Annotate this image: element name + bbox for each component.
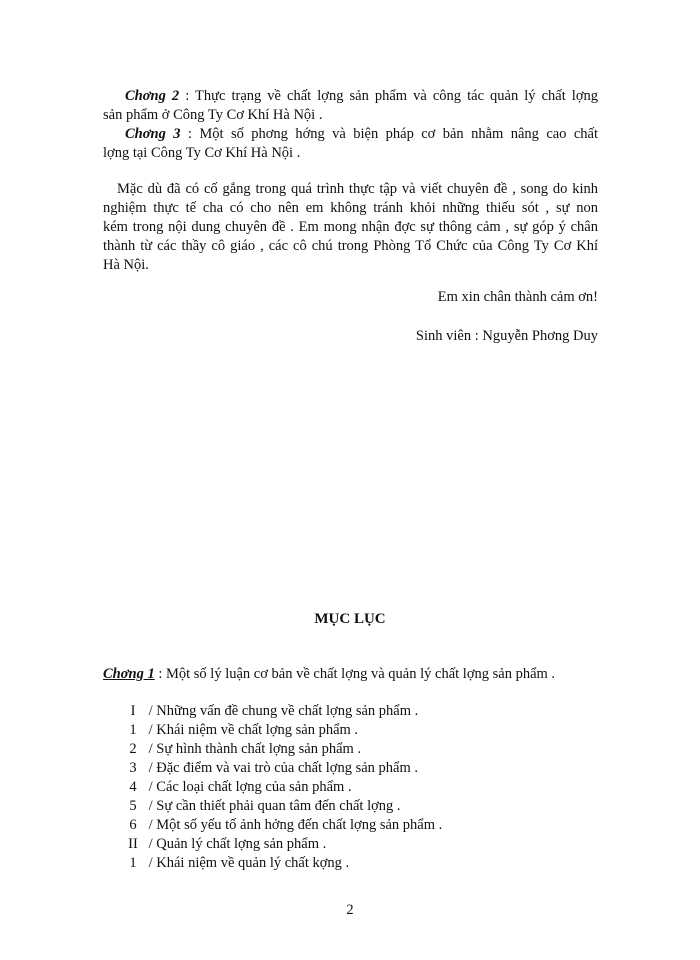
signature: Sinh viên : Nguyễn Phơng Duy [415,328,598,344]
toc-item-text: / Một số yếu tố ảnh hởng đến chất lợng sản phẩm . [148,817,443,833]
toc-item-number: 1 [129,722,137,738]
toc-item [121,778,352,797]
toc-item-number: II [128,836,138,852]
toc-item-text: / Khái niệm về quản lý chất kợng . [148,855,350,871]
chapter-2-text: : Thực trạng về chất lợng sản phẩm và công tác quản lý chất lợng [185,88,599,104]
chapter-3-line [125,125,598,144]
toc-item-number: I [130,703,136,719]
toc-item-text: / Các loại chất lợng của sản phẩm . [148,779,352,795]
toc-item [121,854,349,873]
toc-item-number: 5 [129,798,137,814]
page-number: 2 [346,902,354,918]
toc-item [121,721,358,740]
toc-item [121,759,418,778]
toc-item [121,797,401,816]
thanks-text: Em xin chân thành cảm ơn! [437,289,598,305]
paragraph-line: kém trong nội dung chuyên đề . Em mong nhận đợc sự thông cảm , sự góp ý chân [103,219,598,235]
toc-chapter-text: : Một số lý luận cơ bản về chất lợng và quản lý chất lợng sản phẩm . [154,666,556,682]
chapter-3-text: : Một số phơng hớng và biện pháp cơ bản nhằm nâng cao chất [187,126,598,142]
chapter-2-line [125,87,598,106]
toc-item [121,740,361,759]
toc-item-text: / Đặc điểm và vai trò của chất lợng sản phẩm . [148,760,419,776]
chapter-2-label: Chơng 2 [125,88,180,104]
chapter-2-line-2: sản phẩm ở Công Ty Cơ Khí Hà Nội . [103,107,323,123]
paragraph-line: Hà Nội. [103,257,149,273]
toc-title: MỤC LỤC [314,611,386,627]
chapter-3-label: Chơng 3 [125,126,181,142]
toc-item [121,816,442,835]
toc-item-number: 4 [129,779,137,795]
paragraph-line: nghiệm thực tế cha có cho nên em không tránh khỏi những thiếu sót , sự non [103,200,598,216]
paragraph-line: thành từ các thầy cô giáo , các cô chú trong Phòng Tổ Chức của Công Ty Cơ Khí [103,238,598,254]
toc-item-text: / Quản lý chất lợng sản phẩm . [148,836,327,852]
toc-item-text: / Khái niệm về chất lợng sản phẩm . [148,722,359,738]
toc-item [121,702,418,721]
toc-item-text: / Sự hình thành chất lợng sản phẩm . [148,741,362,757]
toc-item [121,835,326,854]
paragraph-line: Mặc dù đã có cố gắng trong quá trình thực tập và viết chuyên đề , song do kinh [117,181,598,197]
toc-item-text: / Sự cần thiết phải quan tâm đến chất lợng . [148,798,401,814]
toc-item-number: 3 [129,760,137,776]
chapter-3-line-2: lợng tại Công Ty Cơ Khí Hà Nội . [103,145,301,161]
toc-chapter-1 [103,665,598,684]
toc-item-number: 2 [129,741,137,757]
toc-item-number: 6 [129,817,137,833]
toc-item-text: / Những vấn đề chung về chất lợng sản phẩm . [148,703,419,719]
toc-item-number: 1 [129,855,137,871]
toc-chapter-label: Chơng 1 [103,666,155,682]
